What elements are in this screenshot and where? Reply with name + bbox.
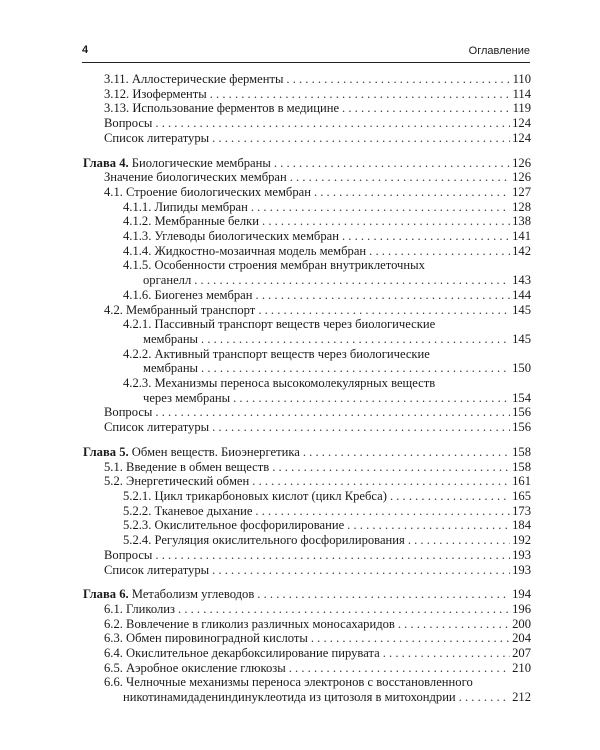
toc-entry-ch5-questions: Вопросы . . . 193 — [83, 548, 531, 563]
toc-entry-ch5-references: Список литературы . . . 193 — [83, 563, 531, 578]
toc-entry-3-13: 3.13. Использование ферментов в медицине . . . 119 — [83, 101, 531, 116]
toc-entry-6-4: 6.4. Окислительное декарбоксилирование пирувата . . . 207 — [83, 646, 531, 661]
toc-entry-4-2-1: мембраны . . . 145 — [83, 332, 531, 347]
toc-entry-4-significance: Значение биологических мембран . . . 126 — [83, 170, 531, 185]
toc-entry-6-3: 6.3. Обмен пировиноградной кислоты . . . 204 — [83, 631, 531, 646]
toc-chapter-4: Глава 4. Биологические мембраны . . . 126 — [83, 156, 531, 171]
running-section-title: Оглавление — [468, 45, 530, 57]
toc-entry-4-2-3: через мембраны . . . 154 — [83, 391, 531, 406]
toc-entry-ch3-references: Список литературы . . . 124 — [83, 131, 531, 146]
toc-entry-3-12: 3.12. Изоферменты . . . 114 — [83, 87, 531, 102]
toc-entry-6-5: 6.5. Аэробное окисление глюкозы . . . 210 — [83, 661, 531, 676]
toc-entry-4-2-2-line1: 4.2.2. Активный транспорт веществ через биологические — [123, 346, 430, 361]
toc-entry-5-2-2: 5.2.2. Тканевое дыхание . . . 173 — [83, 504, 531, 519]
toc-entry-5-1: 5.1. Введение в обмен веществ . . . 158 — [83, 460, 531, 475]
toc-entry-5-2-1: 5.2.1. Цикл трикарбоновых кислот (цикл Кребса) . . . 165 — [83, 489, 531, 504]
toc-entry-4-1-5: органелл . . . 143 — [83, 273, 531, 288]
toc-entry-5-2: 5.2. Энергетический обмен . . . 161 — [83, 474, 531, 489]
toc-entry-4-2-2: мембраны . . . 150 — [83, 361, 531, 376]
toc-entry-ch4-questions: Вопросы . . . 156 — [83, 405, 531, 420]
chapter-label: Глава 6. — [83, 587, 129, 602]
toc-entry-3-11: 3.11. Аллостерические ферменты . . . 110 — [83, 72, 531, 87]
chapter-label: Глава 5. — [83, 444, 129, 459]
toc-entry-4-1-4: 4.1.4. Жидкостно-мозаичная модель мембран . . . 142 — [83, 244, 531, 259]
toc-entry-6-6-line1: 6.6. Челночные механизмы переноса электронов с восстановленного — [104, 675, 473, 690]
toc-chapter-5: Глава 5. Обмен веществ. Биоэнергетика . . . 158 — [83, 445, 531, 460]
toc-entry-6-1: 6.1. Гликолиз . . . 196 — [83, 602, 531, 617]
toc-entry-ch3-questions: Вопросы . . . 124 — [83, 116, 531, 131]
toc-entry-4-2-1-line1: 4.2.1. Пассивный транспорт веществ через биологические — [123, 317, 436, 332]
running-header — [82, 44, 530, 63]
toc-entry-5-2-3: 5.2.3. Окислительное фосфорилирование . . . 184 — [83, 518, 531, 533]
toc-entry-4-1-6: 4.1.6. Биогенез мембран . . . 144 — [83, 288, 531, 303]
toc-entry-4-2-3-line1: 4.2.3. Механизмы переноса высокомолекулярных веществ — [123, 376, 436, 391]
toc-entry-4-1-2: 4.1.2. Мембранные белки . . . 138 — [83, 214, 531, 229]
toc-entry-5-2-4: 5.2.4. Регуляция окислительного фосфорилирования . . . 192 — [83, 533, 531, 548]
toc-entry-ch4-references: Список литературы . . . 156 — [83, 420, 531, 435]
toc-entry-6-2: 6.2. Вовлечение в гликолиз различных моносахаридов . . . 200 — [83, 617, 531, 632]
toc-entry-4-1: 4.1. Строение биологических мембран . . . 127 — [83, 185, 531, 200]
toc-entry-4-1-3: 4.1.3. Углеводы биологических мембран . . . 141 — [83, 229, 531, 244]
page-number: 4 — [82, 44, 89, 56]
toc-entry-4-1-5-line1: 4.1.5. Особенности строения мембран внутриклеточных — [123, 258, 425, 273]
toc-chapter-6: Глава 6. Метаболизм углеводов . . . 194 — [83, 587, 531, 602]
chapter-label: Глава 4. — [83, 155, 129, 170]
table-of-contents — [83, 72, 531, 705]
toc-entry-4-2: 4.2. Мембранный транспорт . . . 145 — [83, 303, 531, 318]
toc-entry-6-6: никотинамидадениндинуклеотида из цитозоля в митохондрии . . . 212 — [83, 690, 531, 705]
toc-entry-4-1-1: 4.1.1. Липиды мембран . . . 128 — [83, 200, 531, 215]
